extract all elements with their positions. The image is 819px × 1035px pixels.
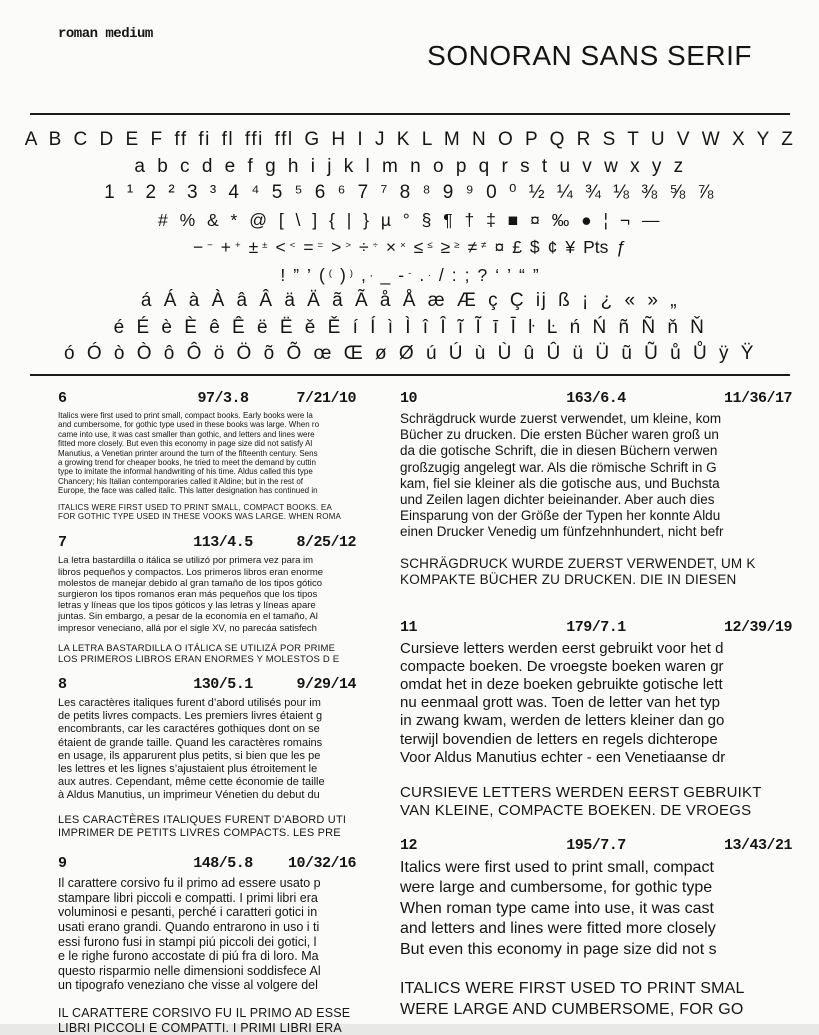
sample-line: questo risparmio nelle dimensioni soddisfece Al bbox=[58, 963, 321, 978]
charset-glyph: ‘ bbox=[495, 264, 500, 285]
character-set bbox=[0, 127, 819, 368]
charset-glyph: . bbox=[419, 264, 425, 285]
sample-line: were large and cumbersome, for gothic type bbox=[400, 879, 713, 897]
charset-glyph: = bbox=[303, 237, 314, 258]
sample-line: großzugig angelegt war. Als die römische Schrift in G bbox=[400, 459, 717, 475]
sample-line: surgieron los tipos romanos eran más pequeños que los tipos bbox=[58, 589, 318, 601]
weight-label: roman medium bbox=[58, 26, 153, 42]
sample-text bbox=[400, 640, 792, 767]
point-size-label: 9 bbox=[58, 855, 67, 873]
specimen-column-left bbox=[58, 390, 388, 1035]
metric-primary: 97/3.8 bbox=[197, 390, 249, 407]
middle-divider-rule bbox=[30, 374, 790, 376]
charset-glyph: + bbox=[234, 240, 241, 252]
sample-line: stampare libri piccoli e compatti. I primi libri era bbox=[58, 890, 318, 905]
charset-glyph: ” bbox=[293, 264, 300, 285]
sample-line: voluminosi e pesanti, perché i caratteri gotici in bbox=[58, 905, 318, 920]
charset-glyph: ; bbox=[464, 264, 470, 285]
point-size-label: 12 bbox=[400, 836, 418, 854]
specimen-block-12 bbox=[400, 837, 792, 1021]
charset-glyph: ) bbox=[339, 264, 346, 285]
point-size-label: 10 bbox=[400, 390, 418, 407]
charset-row bbox=[0, 233, 819, 260]
sample-line: La letra bastardilla o itálica se utilizó por primera vez para im bbox=[58, 555, 314, 567]
charset-row: # % & * @ [ \ ] { | } µ ° § ¶ † ‡ ■ ¤ ‰ ● ¦ ¬ — bbox=[157, 209, 661, 230]
sample-text bbox=[58, 411, 388, 496]
charset-glyph: ≥ bbox=[454, 240, 460, 252]
sample-line: Il carattere corsivo fu il primo ad essere usato p bbox=[58, 876, 321, 891]
sample-line: libros pequeños y compactos. Los primeros libros eran enorme bbox=[58, 566, 324, 578]
sample-line: letras y líneas que los tipos góticos y las letras y líneas apare bbox=[58, 600, 316, 612]
metric-secondary: 8/25/12 bbox=[296, 534, 356, 552]
charset-glyph: < bbox=[289, 240, 296, 252]
metric-primary: 195/7.7 bbox=[566, 836, 626, 854]
specimen-header bbox=[400, 837, 792, 854]
charset-glyph: × bbox=[385, 237, 397, 258]
charset-glyph: − bbox=[192, 237, 204, 258]
charset-glyph: ’ bbox=[307, 264, 311, 285]
sample-line: compacte boeken. De vroegste boeken waren gr bbox=[400, 658, 724, 676]
metric-secondary: 12/39/19 bbox=[723, 619, 792, 637]
charset-glyph: ≠ bbox=[467, 237, 478, 258]
charset-glyph: Pts bbox=[583, 237, 609, 258]
caps-line: FOR GOTHIC TYPE USED IN THESE VOOKS WAS LARGE. WHEN ROMA bbox=[58, 512, 342, 522]
sample-line: type to imitate the informal handwriting of his time. Aldus called this type bbox=[58, 467, 313, 477]
sample-line: Voor Aldus Manutius echter - een Venetiaanse dr bbox=[400, 748, 726, 766]
sample-line: juntas. Sin embargo, a pesar de la economía en el tamaño, Al bbox=[58, 611, 318, 623]
charset-row: ó Ó ò Ò ô Ô ö Ö õ Õ œ Œ ø Ø ú Ú ù Ù û Û ü Ü ũ Ũ ů Ů ÿ Ÿ bbox=[64, 343, 755, 365]
sample-line: impresor veneciano, allá por el sigle XV, no parecáa satisfech bbox=[58, 622, 317, 634]
charset-glyph: ÷ bbox=[359, 237, 369, 258]
point-size-label: 11 bbox=[400, 619, 418, 637]
charset-glyph: , bbox=[361, 264, 366, 285]
charset-glyph: > bbox=[331, 237, 342, 258]
charset-glyph: > bbox=[345, 240, 352, 252]
sample-caps-text bbox=[400, 556, 792, 588]
point-size-label: 7 bbox=[58, 534, 67, 552]
metric-secondary: 11/36/17 bbox=[723, 390, 792, 407]
sample-text bbox=[58, 697, 388, 802]
sample-line: Bücher zu drucken. Die ersten Bücher waren groß un bbox=[400, 427, 719, 443]
sample-text bbox=[58, 555, 388, 633]
caps-line: LA LETRA BASTARDILLA O ITÁLICA SE UTILIZÁ POR PRIME bbox=[58, 642, 336, 654]
specimen-header bbox=[58, 534, 388, 551]
caps-line: IMPRIMER DE PETITS LIVRES COMPACTS. LES PRE bbox=[58, 827, 341, 840]
sample-line: Europe, the face was called italic. This latter designation has continued in bbox=[58, 486, 318, 496]
specimen-header bbox=[58, 855, 388, 872]
sample-line: Italics were first used to print small, compact books. Early books were la bbox=[58, 411, 313, 420]
charset-glyph: , bbox=[369, 267, 373, 279]
caps-line: LES CARACTÈRES ITALIQUES FURENT D’ABORD UTI bbox=[58, 814, 347, 827]
specimen-block-7 bbox=[58, 534, 388, 665]
caps-line: KOMPAKTE BÜCHER ZU DRUCKEN. DIE IN DIESEN bbox=[400, 571, 737, 587]
sample-line: came into use, it was cast smaller than gothic, and letters and lines were bbox=[58, 429, 315, 439]
specimen-column-right bbox=[400, 390, 792, 1020]
charset-row: á Á à À â Â ä Ä ã Ã å Å æ Æ ç Ç ij ß ¡ ¿ « » „ bbox=[140, 290, 679, 312]
charset-glyph: = bbox=[317, 240, 324, 252]
sample-line: and cumbersome, for gothic type used in these books was large. When ro bbox=[58, 420, 320, 430]
sample-line: Cursieve letters werden eerst gebruikt voor het d bbox=[400, 640, 724, 658]
sample-line: When roman type came into use, it was cast bbox=[400, 899, 714, 917]
point-size-label: 6 bbox=[58, 390, 67, 407]
sample-line: Schrägdruck wurde zuerst verwendet, um kleine, kom bbox=[400, 411, 722, 426]
metric-secondary: 7/21/10 bbox=[296, 390, 356, 407]
charset-glyph: ≠ bbox=[481, 240, 487, 252]
metric-primary: 130/5.1 bbox=[193, 676, 253, 694]
metric-primary: 113/4.5 bbox=[193, 534, 253, 552]
sample-line: omdat het in deze boeken gebruikte gotische lett bbox=[400, 676, 723, 694]
sample-line: und Zeilen lagen dichter beieinander. Aber auch dies bbox=[400, 492, 715, 508]
charset-glyph: / bbox=[438, 264, 444, 285]
sample-line: les lettres et les lignes s’ajustaient plus étroitement le bbox=[58, 762, 318, 775]
metric-secondary: 9/29/14 bbox=[296, 676, 356, 694]
specimen-block-6 bbox=[58, 390, 388, 521]
sample-line: aux autres. Cependant, même cette économie de taille bbox=[58, 775, 325, 788]
metric-primary: 179/7.1 bbox=[566, 619, 626, 637]
charset-glyph: ) bbox=[349, 267, 353, 279]
sample-line: a growing trend for cheaper books, he tried to meet the demand by cuttin bbox=[58, 458, 316, 468]
specimen-block-10 bbox=[400, 390, 792, 588]
sample-line: and letters and lines were fitted more closely bbox=[400, 920, 716, 938]
specimen-header bbox=[58, 676, 388, 693]
charset-glyph: ÷ bbox=[372, 240, 378, 252]
charset-glyph: ? bbox=[477, 264, 488, 285]
metric-secondary: 13/43/21 bbox=[723, 836, 792, 854]
sample-line: molestos de manejar debido al gran tamaño de los tipos gótico bbox=[58, 577, 323, 589]
sample-line: essi furono fusi in stampi piú piccoli dei gotici, l bbox=[58, 934, 317, 949]
charset-glyph: ( bbox=[318, 264, 325, 285]
sample-line: da die gotische Schrift, die in diesen Büchern verwen bbox=[400, 443, 718, 459]
charset-glyph: . bbox=[428, 267, 431, 279]
sample-line: en usage, ils apparurent plus petits, si bien que les pe bbox=[58, 749, 321, 762]
sample-line: un tipografo veneziano che visse al volgere del bbox=[58, 978, 318, 993]
charset-glyph: ¥ bbox=[565, 237, 576, 258]
charset-glyph: ± bbox=[248, 237, 259, 258]
point-size-label: 8 bbox=[58, 676, 67, 694]
sample-caps-text bbox=[58, 814, 388, 840]
specimen-header bbox=[58, 390, 388, 407]
charset-glyph: ’ bbox=[507, 264, 511, 285]
charset-glyph: - bbox=[408, 267, 412, 279]
charset-glyph: × bbox=[400, 240, 406, 252]
sample-caps-text bbox=[400, 784, 792, 820]
charset-glyph: ≥ bbox=[440, 237, 451, 258]
charset-glyph: ¢ bbox=[547, 237, 558, 258]
caps-line: ITALICS WERE FIRST USED TO PRINT SMAL bbox=[400, 980, 745, 998]
specimen-block-11 bbox=[400, 619, 792, 820]
charset-glyph: _ bbox=[380, 264, 391, 285]
charset-glyph: + bbox=[220, 237, 231, 258]
charset-glyph: − bbox=[207, 240, 213, 252]
charset-glyph: < bbox=[275, 237, 286, 258]
charset-glyph: ( bbox=[328, 267, 332, 279]
charset-row: é É è È ê Ê ë Ë ě Ě í Í ì Ì î Î ĩ Ĩ ī Ī ŀ Ŀ ń Ń ñ Ñ ň Ň bbox=[113, 316, 706, 338]
sample-line: einen Drucker Venedig um fünfzehnhundert, nicht befr bbox=[400, 524, 724, 540]
charset-row bbox=[0, 261, 819, 288]
caps-line: SCHRÄGDRUCK WURDE ZUERST VERWENDET, UM K bbox=[400, 555, 756, 571]
charset-glyph: ¤ bbox=[494, 237, 505, 258]
sample-line: terwijl bovendien de letters en regels dichterope bbox=[400, 730, 718, 748]
sample-line: encombrants, car les caractéres gothiques dont on se bbox=[58, 723, 320, 736]
sample-line: nu eenmaal grott was. Toen de letter van het typ bbox=[400, 694, 720, 712]
sample-line: But even this economy in page size did not s bbox=[400, 940, 717, 958]
specimen-header bbox=[400, 619, 792, 636]
charset-glyph: ± bbox=[262, 240, 268, 252]
sample-line: Italics were first used to print small, compact bbox=[400, 858, 714, 876]
charset-glyph: “ bbox=[519, 264, 525, 285]
caps-line: WERE LARGE AND CUMBERSOME, FOR GO bbox=[400, 1000, 744, 1018]
charset-glyph: - bbox=[398, 264, 405, 285]
charset-glyph: : bbox=[451, 264, 457, 285]
charset-row: A B C D E F ff fi fl ffi ffl G H I J K L M N O P Q R S T U V W X Y Z bbox=[24, 129, 795, 150]
sample-text bbox=[400, 411, 792, 541]
caps-line: ITALICS WERE FIRST USED TO PRINT SMALL, COMPACT BOOKS. EA bbox=[58, 502, 332, 512]
sample-caps-text bbox=[58, 1006, 388, 1035]
caps-line: LIBRI PICCOLI E COMPATTI. I PRIMI LIBRI ERA bbox=[58, 1020, 342, 1035]
metric-secondary: 10/32/16 bbox=[287, 855, 356, 873]
charset-glyph: £ bbox=[512, 237, 522, 258]
specimen-block-9 bbox=[58, 855, 388, 1035]
charset-glyph: ≤ bbox=[413, 237, 424, 258]
sample-line: fitted more closely. But even this economy in page size did not satisfy Al bbox=[58, 439, 313, 449]
sample-caps-text bbox=[400, 979, 792, 1020]
sample-line: à Aldus Manutius, un imprimeur Vénetien du debut du bbox=[58, 788, 320, 801]
sample-text bbox=[400, 858, 792, 961]
sample-line: étaient de grande taille. Quand les caractères romains bbox=[58, 736, 323, 749]
sample-line: Chancery; his Italian contemporaries called it Aldine; but in the rest of bbox=[58, 476, 304, 486]
typeface-title: SONORAN SANS SERIF bbox=[427, 40, 752, 71]
metric-primary: 148/5.8 bbox=[193, 855, 253, 873]
charset-glyph: $ bbox=[529, 237, 540, 258]
top-divider-rule bbox=[30, 113, 790, 115]
sample-line: Manutius, a Venetian printer around the turn of the fifteenth century. Sens bbox=[58, 448, 318, 458]
charset-row: 1 ¹ 2 ² 3 ³ 4 ⁴ 5 ⁵ 6 ⁶ 7 ⁷ 8 ⁸ 9 ⁹ 0 ⁰ ½ ¼ ¾ ⅛ ⅜ ⅝ ⅞ bbox=[104, 182, 715, 204]
charset-glyph: ” bbox=[532, 264, 539, 285]
sample-line: Einsparung von der Größe der Typen her konnte Aldu bbox=[400, 508, 721, 524]
sample-line: usati erano grandi. Quando entrarono in uso i ti bbox=[58, 920, 320, 935]
charset-glyph: ≤ bbox=[427, 240, 433, 252]
caps-line: VAN KLEINE, COMPACTE BOEKEN. DE VROEGS bbox=[400, 801, 752, 819]
specimen-header bbox=[400, 390, 792, 407]
sample-line: e le righe furono accostate di piú fra di loro. Ma bbox=[58, 949, 319, 964]
sample-line: Les caractères italiques furent d’abord utilisés pour im bbox=[58, 697, 321, 710]
sample-caps-text bbox=[58, 643, 388, 665]
metric-primary: 163/6.4 bbox=[566, 390, 626, 407]
sample-caps-text bbox=[58, 503, 388, 522]
sample-line: de petits livres compacts. Les premiers livres étaient g bbox=[58, 710, 323, 723]
caps-line: LOS PRIMEROS LIBROS ERAN ENORMES Y MOLESTOS D E bbox=[58, 654, 340, 666]
charset-row: a b c d e f g h i j k l m n o p q r s t u v w x y z bbox=[134, 155, 685, 177]
sample-text bbox=[58, 876, 388, 993]
charset-glyph: ! bbox=[280, 264, 286, 285]
sample-line: kam, fiel sie kleiner als die gotische aus, und Buchsta bbox=[400, 475, 720, 491]
specimen-block-8 bbox=[58, 676, 388, 840]
charset-glyph: ƒ bbox=[616, 237, 627, 258]
caps-line: IL CARATTERE CORSIVO FU IL PRIMO AD ESSE bbox=[58, 1005, 351, 1020]
sample-line: in zwang kwam, werden de letters kleiner dan go bbox=[400, 712, 725, 730]
caps-line: CURSIEVE LETTERS WERDEN EERST GEBRUIKT bbox=[400, 783, 762, 801]
